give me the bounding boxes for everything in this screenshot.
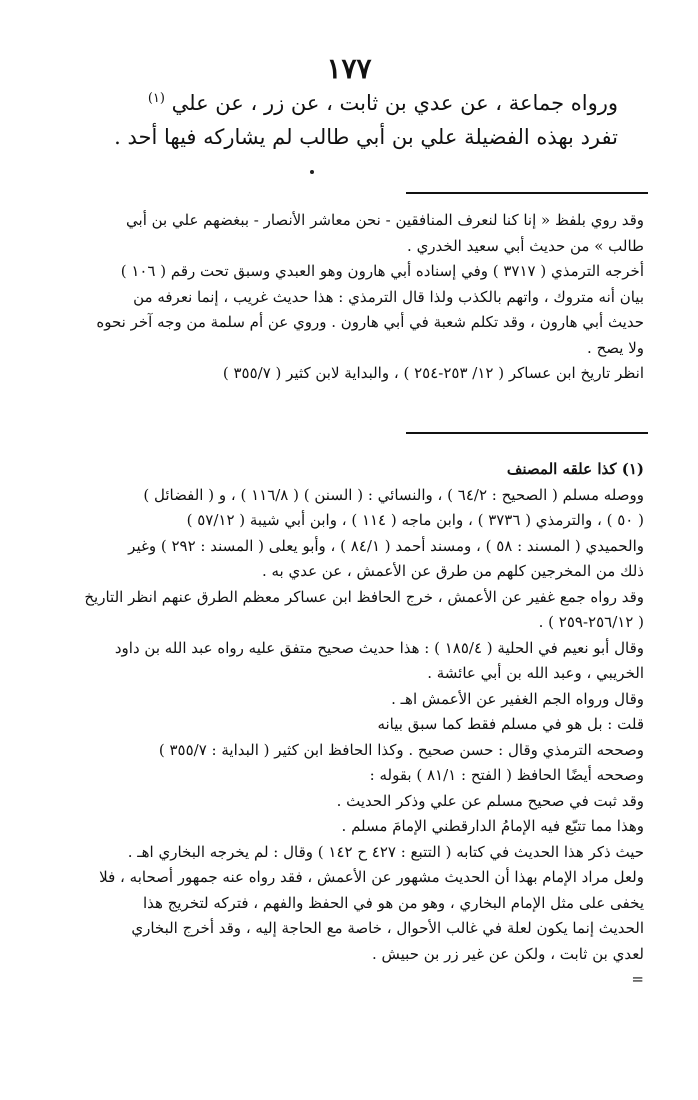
footnote-line: لعدي بن ثابت ، ولكن عن غير زر بن حبيش . <box>371 944 644 963</box>
footnote-top-line: انظر تاريخ ابن عساكر ( ١٢/ ٢٥٣-٢٥٤ ) ، والبداية لابن كثير ( ٣٥٥/٧ ) <box>222 364 644 382</box>
main-line-1 <box>58 82 618 120</box>
footnote-line: الخريبي ، وعبد الله بن أبي عائشة . <box>427 664 644 682</box>
footnote-divider-2 <box>406 432 648 434</box>
footnote-ref: (١) <box>147 91 165 106</box>
footnote-divider-1 <box>406 192 648 194</box>
footnote-line: الحديث إنما يكون لعلة في غالب الأحوال ، خاصة مع الحاجة إليه ، وقد أخرج البخاري <box>131 919 644 937</box>
main-line-1-text: ورواه جماعة ، عن عدي بن ثابت ، عن زر ، عن علي <box>171 91 618 115</box>
footnote-top-line: ولا يصح . <box>587 338 644 357</box>
main-text <box>58 82 618 154</box>
footnote-line: ووصله مسلم ( الصحيح : ٦٤/٢ ) ، والنسائي : ( السنن ) ( ١١٦/٨ ) ، و ( الفضائل ) <box>143 485 644 504</box>
footnote-top-line: حديث أبي هارون ، وقد تكلم شعبة في أبي هارون . وروي عن أم سلمة من وجه آخر نحوه <box>96 313 644 331</box>
continuation-mark: = <box>631 970 644 988</box>
footnote-line: وهذا مما تتبّع فيه الإمامُ الدارقطني الإمامَ مسلم . <box>341 817 644 835</box>
footnote-line: وقد رواه جمع غفير عن الأعمش ، خرج الحافظ ابن عساكر معظم الطرق عنهم انظر التاريخ <box>84 587 644 606</box>
stray-dot <box>310 170 314 174</box>
footnote-bottom <box>54 457 644 993</box>
footnote-top-line: طالب » من حديث أبي سعيد الخدري . <box>407 236 644 255</box>
footnote-line: وقال أبو نعيم في الحلية ( ١٨٥/٤ ) : هذا حديث صحيح متفق عليه رواه عبد الله بن داود <box>114 638 644 657</box>
footnote-label: (١) كذا علقه المصنف <box>506 460 644 478</box>
footnote-line: وصححه أيضًا الحافظ ( الفتح : ٨١/١ ) بقوله : <box>369 766 644 784</box>
page-number: ١٧٧ <box>326 52 372 85</box>
footnote-line: والحميدي ( المسند : ٥٨ ) ، ومسند أحمد ( ٨٤/١ ) ، وأبو يعلى ( المسند : ٢٩٢ ) وغير <box>128 536 644 555</box>
footnote-line: قلت : بل هو في مسلم فقط كما سبق بيانه <box>377 715 644 733</box>
footnote-line: ولعل مراد الإمام بهذا أن الحديث مشهور عن الأعمش ، فقد رواه عنه جمهور أصحابه ، فلا <box>99 868 644 886</box>
footnote-line: حيث ذكر هذا الحديث في كتابه ( التتبع : ٤٢٧ ح ١٤٢ ) وقال : لم يخرجه البخاري اهـ . <box>127 842 644 861</box>
footnote-top <box>54 208 644 387</box>
footnote-line: ذلك من المخرجين كلهم من طرق عن الأعمش ، عن عدي به . <box>261 562 644 580</box>
footnote-line: ( ٢٥٦/١٢-٢٥٩ ) . <box>538 613 644 631</box>
footnote-top-line: بيان أنه متروك ، واتهم بالكذب ولذا قال الترمذي : هذا حديث غريب ، إنما نعرفه من <box>133 287 644 306</box>
footnote-top-line: وقد روي بلفظ « إنا كنا لنعرف المنافقين - نحن معاشر الأنصار - ببغضهم علي بن أبي <box>126 211 644 229</box>
footnote-line: وقد ثبت في صحيح مسلم عن علي وذكر الحديث . <box>336 791 644 810</box>
main-line-2: تفرد بهذه الفضيلة علي بن أبي طالب لم يشاركه فيها أحد . <box>114 125 618 149</box>
footnote-line: وصححه الترمذي وقال : حسن صحيح . وكذا الحافظ ابن كثير ( البداية : ٣٥٥/٧ ) <box>158 740 644 759</box>
footnote-line: يخفى على مثل الإمام البخاري ، وهو من هو في الحفظ والفهم ، فتركه لتخريج هذا <box>142 893 644 912</box>
footnote-line: ( ٥٠ ) ، والترمذي ( ٣٧٣٦ ) ، وابن ماجه ( ١١٤ ) ، وابن أبي شيبة ( ٥٧/١٢ ) <box>186 511 644 529</box>
footnote-line: وقال ورواه الجم الغفير عن الأعمش اهـ . <box>391 689 644 708</box>
footnote-top-line: أخرجه الترمذي ( ٣٧١٧ ) وفي إسناده أبي هارون وهو العبدي وسبق تحت رقم ( ١٠٦ ) <box>120 262 644 280</box>
